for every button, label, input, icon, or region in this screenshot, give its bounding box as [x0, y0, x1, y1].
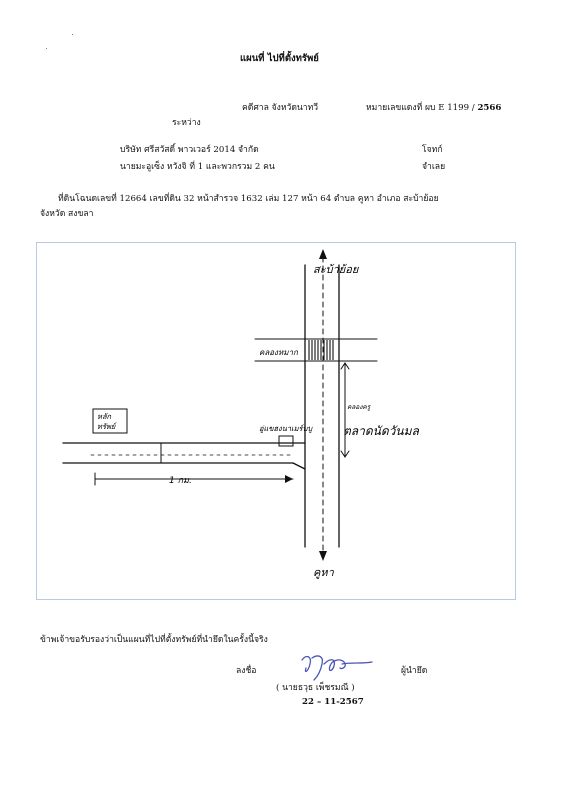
property-description: ที่ดินโฉนดเลขที่ 12664 เลขที่ดิน 32 หน้าสำรวจ 1632 เล่ม 127 หน้า 64 ตำบล คูหา อำเภอ สะบ้าย้อย — [58, 194, 439, 204]
canal-label: คลองหมาก — [259, 348, 298, 357]
case-number-year: 2566 — [477, 103, 502, 113]
case-number-label: หมายเลขแดงที่ ผบ E 1199 / — [366, 103, 475, 113]
scan-speck — [72, 34, 73, 35]
property-label-bottom: ทรัพย์ — [97, 422, 116, 431]
court-name: คดีศาล จังหวัดนาทวี — [242, 103, 319, 113]
canal-hatching — [309, 340, 333, 360]
signature-date: 22 – 11-2567 — [302, 697, 364, 707]
property-province: จังหวัด สงขลา — [40, 209, 94, 219]
north-arrow-icon — [319, 249, 327, 259]
south-destination-label: คูหา — [313, 566, 334, 579]
signer-role: ผู้นำยึด — [401, 666, 428, 676]
location-map — [37, 243, 517, 601]
defendant-name: นายมะอูเซ็ง หวังจิ ที่ 1 และพวกรวม 2 คน — [120, 162, 275, 172]
between-label: ระหว่าง — [172, 118, 201, 128]
defendant-role: จำเลย — [422, 162, 446, 172]
document-title: แผนที่ ไปที่ตั้งทรัพย์ — [240, 53, 319, 64]
map-frame — [36, 242, 516, 600]
south-arrow-icon — [319, 551, 327, 561]
property-label-top: หลัก — [97, 412, 112, 421]
sign-label: ลงชื่อ — [236, 666, 257, 676]
case-number — [366, 104, 501, 113]
side-road-corner — [293, 463, 305, 469]
certification-statement: ข้าพเจ้าขอรับรองว่าเป็นแผนที่ไปที่ตั้งทรัพย์ที่นำยึดในครั้งนี้จริง — [40, 635, 268, 645]
shop-label: อู่แขฮงนาเมร์บบู — [259, 424, 313, 433]
signer-name: ( นายธวุธ เพ็ชรมณี ) — [276, 683, 355, 693]
handwritten-signature — [296, 650, 382, 684]
market-label: ตลาดนัดวันมล — [343, 424, 419, 438]
distance-arrow-head-icon — [285, 475, 293, 483]
market-distance-label: คลองครู — [347, 403, 371, 411]
distance-label: 1 กม. — [169, 476, 192, 486]
scan-speck — [46, 48, 47, 49]
plaintiff-name: บริษัท ศรีสวัสดิ์ พาวเวอร์ 2014 จำกัด — [120, 145, 259, 155]
shop-box — [279, 436, 293, 446]
north-destination-label: สะบ้าย้อย — [313, 263, 359, 276]
plaintiff-role: โจทก์ — [422, 145, 443, 155]
